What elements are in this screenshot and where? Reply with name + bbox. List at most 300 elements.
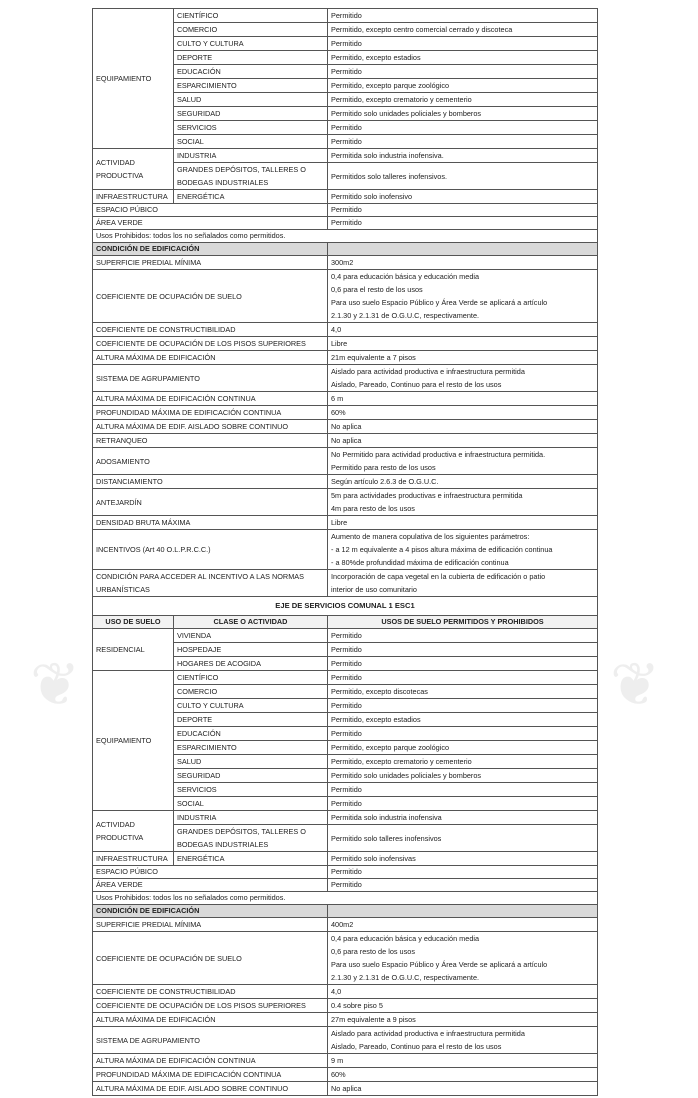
text-line: 27m equivalente a 9 pisos	[331, 1015, 416, 1024]
condition-value	[328, 985, 598, 999]
condition-row	[93, 448, 598, 475]
text-line: SALUD	[177, 757, 202, 766]
text-line: BODEGAS INDUSTRIALES	[177, 178, 269, 187]
condition-label	[93, 570, 328, 597]
condition-row	[93, 351, 598, 365]
condition-row	[93, 420, 598, 434]
text-line: Permitido	[331, 67, 362, 76]
condition-row	[93, 1068, 598, 1082]
land-use-cell: ESPACIO PÚBICO	[93, 204, 328, 217]
land-use-cell: EQUIPAMIENTO	[93, 9, 174, 149]
table-title: EJE DE SERVICIOS COMUNAL 1 ESC1	[93, 597, 598, 616]
text-line: - a 80%de profundidad máxima de edificación continua	[331, 558, 509, 567]
text-line: 300m2	[331, 258, 354, 267]
condition-row	[93, 434, 598, 448]
condition-header-empty	[328, 905, 598, 918]
text-line: ESPARCIMIENTO	[177, 81, 237, 90]
permission-cell	[328, 79, 598, 93]
condition-value	[328, 351, 598, 365]
condition-row	[93, 392, 598, 406]
activity-class-cell	[174, 769, 328, 783]
condition-value	[328, 489, 598, 516]
permission-cell	[328, 727, 598, 741]
condition-row	[93, 270, 598, 323]
condition-row	[93, 406, 598, 420]
condition-header-row	[93, 905, 598, 918]
condition-value	[328, 918, 598, 932]
table-row	[93, 190, 598, 204]
text-line: 60%	[331, 408, 346, 417]
text-line: INCENTIVOS (Art 40 O.L.P.R.C.C.)	[96, 545, 211, 554]
zoning-table-continued	[92, 8, 598, 597]
text-line: SOCIAL	[177, 799, 204, 808]
text-line: BODEGAS INDUSTRIALES	[177, 840, 269, 849]
condition-value	[328, 475, 598, 489]
permission-cell: Permitido	[328, 204, 598, 217]
activity-class-cell	[174, 741, 328, 755]
text-line: RETRANQUEO	[96, 436, 148, 445]
text-line: No Permitido para actividad productiva e infraestructura permitida.	[331, 450, 546, 459]
column-header: CLASE O ACTIVIDAD	[174, 616, 328, 629]
permission-cell	[328, 825, 598, 852]
activity-class-cell	[174, 811, 328, 825]
table-row	[93, 204, 598, 217]
condition-header-empty	[328, 243, 598, 256]
condition-row	[93, 1082, 598, 1096]
text-line: CIENTÍFICO	[177, 11, 219, 20]
activity-class-cell	[174, 107, 328, 121]
condition-label	[93, 530, 328, 570]
land-use-cell: ACTIVIDAD PRODUCTIVA	[93, 811, 174, 852]
condition-label	[93, 1054, 328, 1068]
text-line: CULTO Y CULTURA	[177, 39, 244, 48]
condition-row	[93, 337, 598, 351]
permission-cell	[328, 37, 598, 51]
activity-class-cell	[174, 163, 328, 190]
text-line: 4m para resto de los usos	[331, 504, 415, 513]
text-line: SUPERFICIE PREDIAL MÍNIMA	[96, 258, 202, 267]
activity-class-cell	[174, 51, 328, 65]
activity-class-cell	[174, 713, 328, 727]
land-use-cell: ÁREA VERDE	[93, 879, 328, 892]
text-line: CIENTÍFICO	[177, 673, 219, 682]
text-line: COEFICIENTE DE CONSTRUCTIBILIDAD	[96, 987, 236, 996]
text-line: ALTURA MÁXIMA DE EDIFICACIÓN CONTINUA	[96, 394, 256, 403]
text-line: No aplica	[331, 436, 362, 445]
condition-row	[93, 999, 598, 1013]
condition-header: CONDICIÓN DE EDIFICACIÓN	[93, 243, 328, 256]
text-line: ENERGÉTICA	[177, 192, 225, 201]
text-line: Incorporación de capa vegetal en la cubierta de edificación o patio	[331, 572, 546, 581]
text-line: Aislado, Pareado, Continuo para el resto de los usos	[331, 380, 502, 389]
prohibited-note-row	[93, 892, 598, 905]
permission-cell	[328, 783, 598, 797]
condition-row	[93, 489, 598, 516]
text-line: ALTURA MÁXIMA DE EDIF. AISLADO SOBRE CONTINUO	[96, 422, 289, 431]
condition-value	[328, 406, 598, 420]
text-line: INDUSTRIA	[177, 151, 217, 160]
land-use-cell: ACTIVIDAD PRODUCTIVA	[93, 149, 174, 190]
activity-class-cell	[174, 65, 328, 79]
text-line: 60%	[331, 1070, 346, 1079]
condition-row	[93, 570, 598, 597]
condition-value	[328, 999, 598, 1013]
permission-cell	[328, 149, 598, 163]
permission-cell	[328, 671, 598, 685]
condition-header-row	[93, 243, 598, 256]
land-use-cell: EQUIPAMIENTO	[93, 671, 174, 811]
activity-class-cell	[174, 79, 328, 93]
prohibited-note-row	[93, 230, 598, 243]
text-line: ANTEJARDÍN	[96, 497, 142, 507]
condition-value	[328, 516, 598, 530]
text-line: Permitido, excepto crematorio y cementerio	[331, 95, 472, 104]
text-line: Libre	[331, 518, 348, 527]
text-line: Permitido solo talleres inofensivos	[331, 833, 442, 843]
condition-value	[328, 1013, 598, 1027]
condition-label	[93, 1013, 328, 1027]
text-line: GRANDES DEPÓSITOS, TALLERES O	[177, 165, 306, 174]
text-line: No aplica	[331, 422, 362, 431]
condition-value	[328, 337, 598, 351]
condition-row	[93, 932, 598, 985]
prohibited-note: Usos Prohibidos: todos los no señalados como permitidos.	[93, 892, 598, 905]
text-line: Según artículo 2.6.3 de O.G.U.C.	[331, 477, 439, 486]
text-line: 5m para actividades productivas e infraestructura permitida	[331, 491, 523, 500]
text-line: Permitido	[331, 799, 362, 808]
prohibited-note: Usos Prohibidos: todos los no señalados como permitidos.	[93, 230, 598, 243]
text-line: Permitido, excepto centro comercial cerrado y discoteca	[331, 25, 513, 34]
text-line: Permitido	[331, 673, 362, 682]
condition-value	[328, 1082, 598, 1096]
text-line: ESPARCIMIENTO	[177, 743, 237, 752]
table-row	[93, 149, 598, 163]
text-line: Permitido, excepto parque zoológico	[331, 81, 450, 90]
text-line: Permitido	[331, 785, 362, 794]
text-line: No aplica	[331, 1084, 362, 1093]
watermark-ornament-left: ❦	[30, 652, 81, 718]
text-line: SERVICIOS	[177, 785, 217, 794]
activity-class-cell	[174, 657, 328, 671]
text-line: ALTURA MÁXIMA DE EDIF. AISLADO SOBRE CONTINUO	[96, 1084, 289, 1093]
condition-label	[93, 351, 328, 365]
table-row	[93, 811, 598, 825]
activity-class-cell	[174, 37, 328, 51]
text-line: COEFICIENTE DE CONSTRUCTIBILIDAD	[96, 325, 236, 334]
text-line: DENSIDAD BRUTA MÁXIMA	[96, 518, 191, 527]
text-line: ALTURA MÁXIMA DE EDIFICACIÓN	[96, 353, 216, 362]
table-row	[93, 866, 598, 879]
text-line: PROFUNDIDAD MÁXIMA DE EDIFICACIÓN CONTINUA	[96, 408, 282, 417]
text-line: SEGURIDAD	[177, 109, 221, 118]
text-line: Permitido, excepto parque zoológico	[331, 743, 450, 752]
condition-label	[93, 999, 328, 1013]
table-row	[93, 217, 598, 230]
condition-value	[328, 1054, 598, 1068]
condition-label	[93, 270, 328, 323]
condition-value	[328, 420, 598, 434]
text-line: 400m2	[331, 920, 354, 929]
text-line: Permitido	[331, 123, 362, 132]
table-row	[93, 629, 598, 643]
activity-class-cell	[174, 643, 328, 657]
text-line: DISTANCIAMIENTO	[96, 477, 163, 486]
text-line: DEPORTE	[177, 53, 213, 62]
condition-value	[328, 434, 598, 448]
condition-value	[328, 448, 598, 475]
condition-value	[328, 570, 598, 597]
activity-class-cell	[174, 783, 328, 797]
permission-cell	[328, 9, 598, 23]
permission-cell	[328, 163, 598, 190]
text-line: 4,0	[331, 325, 342, 334]
table-row	[93, 852, 598, 866]
permission-cell: Permitido	[328, 879, 598, 892]
activity-class-cell	[174, 755, 328, 769]
text-line: SERVICIOS	[177, 123, 217, 132]
condition-row	[93, 323, 598, 337]
text-line: COMERCIO	[177, 25, 218, 34]
activity-class-cell	[174, 121, 328, 135]
condition-row	[93, 365, 598, 392]
condition-label	[93, 323, 328, 337]
text-line: PROFUNDIDAD MÁXIMA DE EDIFICACIÓN CONTINUA	[96, 1070, 282, 1079]
text-line: Permitido solo inofensivo	[331, 192, 413, 201]
activity-class-cell	[174, 699, 328, 713]
condition-label	[93, 420, 328, 434]
text-line: 4,0	[331, 987, 342, 996]
permission-cell	[328, 107, 598, 121]
activity-class-cell	[174, 629, 328, 643]
text-line: ALTURA MÁXIMA DE EDIFICACIÓN	[96, 1015, 216, 1024]
permission-cell: Permitido	[328, 217, 598, 230]
text-line: SOCIAL	[177, 137, 204, 146]
condition-label	[93, 392, 328, 406]
condition-value	[328, 530, 598, 570]
text-line: Permitido	[331, 137, 362, 146]
text-line: Permitido	[331, 701, 362, 710]
text-line: DEPORTE	[177, 715, 213, 724]
activity-class-cell	[174, 9, 328, 23]
table-title-row	[93, 597, 598, 616]
condition-label	[93, 489, 328, 516]
text-line: CULTO Y CULTURA	[177, 701, 244, 710]
text-line: Permitida solo industria inofensiva	[331, 813, 442, 822]
condition-value	[328, 256, 598, 270]
condition-label	[93, 256, 328, 270]
permission-cell	[328, 51, 598, 65]
land-use-cell: INFRAESTRUCTURA	[93, 852, 174, 866]
text-line: 0,6 para resto de los usos	[331, 947, 415, 956]
permission-cell	[328, 741, 598, 755]
text-line: COEFICIENTE DE OCUPACIÓN DE LOS PISOS SUPERIORES	[96, 339, 306, 348]
condition-label	[93, 918, 328, 932]
permission-cell	[328, 755, 598, 769]
text-line: 0,6 para el resto de los usos	[331, 285, 423, 294]
activity-class-cell	[174, 190, 328, 204]
condition-label	[93, 1027, 328, 1054]
condition-row	[93, 1027, 598, 1054]
condition-label	[93, 932, 328, 985]
permission-cell	[328, 769, 598, 783]
text-line: Permitido, excepto estadios	[331, 715, 421, 724]
condition-value	[328, 270, 598, 323]
condition-header: CONDICIÓN DE EDIFICACIÓN	[93, 905, 328, 918]
text-line: Permitido, excepto estadios	[331, 53, 421, 62]
activity-class-cell	[174, 671, 328, 685]
activity-class-cell	[174, 727, 328, 741]
permission-cell	[328, 657, 598, 671]
text-line: GRANDES DEPÓSITOS, TALLERES O	[177, 827, 306, 836]
zoning-table-esc1	[92, 596, 598, 1096]
text-line: SEGURIDAD	[177, 771, 221, 780]
condition-value	[328, 932, 598, 985]
activity-class-cell	[174, 23, 328, 37]
text-line: SALUD	[177, 95, 202, 104]
text-line: 2.1.30 y 2.1.31 de O.G.U.C, respectivamente.	[331, 973, 480, 982]
condition-value	[328, 1068, 598, 1082]
text-line: Permitido	[331, 729, 362, 738]
permission-cell	[328, 713, 598, 727]
permission-cell	[328, 93, 598, 107]
text-line: Permitido solo unidades policiales y bomberos	[331, 771, 482, 780]
text-line: HOSPEDAJE	[177, 645, 222, 654]
text-line: Aislado para actividad productiva e infraestructura permitida	[331, 367, 525, 376]
condition-row	[93, 475, 598, 489]
condition-label	[93, 1082, 328, 1096]
text-line: 21m equivalente a 7 pisos	[331, 353, 416, 362]
text-line: CONDICIÓN PARA ACCEDER AL INCENTIVO A LAS NORMAS	[96, 572, 305, 581]
text-line: COEFICIENTE DE OCUPACIÓN DE SUELO	[96, 953, 242, 963]
text-line: Permitido	[331, 39, 362, 48]
text-line: ENERGÉTICA	[177, 854, 225, 863]
text-line: 6 m	[331, 394, 344, 403]
text-line: Permitida solo industria inofensiva.	[331, 151, 444, 160]
condition-row	[93, 530, 598, 570]
permission-cell	[328, 811, 598, 825]
text-line: - a 12 m equivalente a 4 pisos altura máxima de edificación continua	[331, 545, 553, 554]
text-line: SISTEMA DE AGRUPAMIENTO	[96, 373, 200, 383]
text-line: Aislado, Pareado, Continuo para el resto de los usos	[331, 1042, 502, 1051]
activity-class-cell	[174, 93, 328, 107]
text-line: 2.1.30 y 2.1.31 de O.G.U.C, respectivamente.	[331, 311, 480, 320]
text-line: SUPERFICIE PREDIAL MÍNIMA	[96, 920, 202, 929]
table-row	[93, 879, 598, 892]
text-line: Aumento de manera copulativa de los siguientes parámetros:	[331, 532, 530, 541]
text-line: Permitidos solo talleres inofensivos.	[331, 171, 447, 181]
condition-label	[93, 985, 328, 999]
text-line: Aislado para actividad productiva e infraestructura permitida	[331, 1029, 525, 1038]
table-header-row	[93, 616, 598, 629]
text-line: HOGARES DE ACOGIDA	[177, 659, 261, 668]
land-use-cell: RESIDENCIAL	[93, 629, 174, 671]
activity-class-cell	[174, 852, 328, 866]
text-line: 9 m	[331, 1056, 344, 1065]
permission-cell	[328, 699, 598, 713]
text-line: Permitido	[331, 659, 362, 668]
condition-row	[93, 918, 598, 932]
condition-label	[93, 406, 328, 420]
activity-class-cell	[174, 825, 328, 852]
text-line: Permitido	[331, 631, 362, 640]
text-line: Para uso suelo Espacio Público y Área Verde se aplicará a artículo	[331, 298, 548, 307]
activity-class-cell	[174, 135, 328, 149]
permission-cell	[328, 23, 598, 37]
text-line: 0,4 para educación básica y educación media	[331, 272, 480, 281]
text-line: SISTEMA DE AGRUPAMIENTO	[96, 1035, 200, 1045]
activity-class-cell	[174, 797, 328, 811]
text-line: ADOSAMIENTO	[96, 456, 150, 466]
condition-row	[93, 256, 598, 270]
permission-cell	[328, 65, 598, 79]
text-line: EDUCACIÓN	[177, 67, 221, 76]
text-line: Libre	[331, 339, 348, 348]
table-row	[93, 9, 598, 23]
permission-cell	[328, 643, 598, 657]
condition-value	[328, 392, 598, 406]
text-line: interior de uso comunitario	[331, 585, 417, 594]
condition-label	[93, 475, 328, 489]
text-line: Permitido para resto de los usos	[331, 463, 436, 472]
condition-label	[93, 1068, 328, 1082]
column-header: USOS DE SUELO PERMITIDOS Y PROHIBIDOS	[328, 616, 598, 629]
text-line: VIVIENDA	[177, 631, 212, 640]
condition-value	[328, 323, 598, 337]
permission-cell	[328, 121, 598, 135]
condition-row	[93, 1054, 598, 1068]
text-line: Permitido	[331, 645, 362, 654]
condition-label	[93, 448, 328, 475]
text-line: URBANÍSTICAS	[96, 585, 150, 594]
condition-label	[93, 337, 328, 351]
permission-cell	[328, 190, 598, 204]
text-line: Permitido, excepto crematorio y cementerio	[331, 757, 472, 766]
activity-class-cell	[174, 685, 328, 699]
text-line: Permitido, excepto discotecas	[331, 687, 428, 696]
condition-row	[93, 985, 598, 999]
watermark-ornament-right: ❦	[610, 652, 661, 718]
condition-label	[93, 365, 328, 392]
permission-cell	[328, 852, 598, 866]
text-line: COEFICIENTE DE OCUPACIÓN DE LOS PISOS SUPERIORES	[96, 1001, 306, 1010]
permission-cell	[328, 135, 598, 149]
land-use-cell: ÁREA VERDE	[93, 217, 328, 230]
text-line: EDUCACIÓN	[177, 729, 221, 738]
condition-label	[93, 516, 328, 530]
column-header: USO DE SUELO	[93, 616, 174, 629]
text-line: Permitido solo inofensivas	[331, 854, 416, 863]
text-line: Permitido	[331, 11, 362, 20]
text-line: INDUSTRIA	[177, 813, 217, 822]
text-line: Para uso suelo Espacio Público y Área Verde se aplicará a artículo	[331, 960, 548, 969]
permission-cell	[328, 629, 598, 643]
text-line: 0.4 sobre piso 5	[331, 1001, 383, 1010]
table-row	[93, 671, 598, 685]
permission-cell	[328, 685, 598, 699]
land-use-cell: INFRAESTRUCTURA	[93, 190, 174, 204]
condition-value	[328, 365, 598, 392]
permission-cell: Permitido	[328, 866, 598, 879]
text-line: Permitido solo unidades policiales y bomberos	[331, 109, 482, 118]
activity-class-cell	[174, 149, 328, 163]
permission-cell	[328, 797, 598, 811]
text-line: COMERCIO	[177, 687, 218, 696]
text-line: ALTURA MÁXIMA DE EDIFICACIÓN CONTINUA	[96, 1056, 256, 1065]
condition-row	[93, 1013, 598, 1027]
condition-row	[93, 516, 598, 530]
condition-value	[328, 1027, 598, 1054]
text-line: COEFICIENTE DE OCUPACIÓN DE SUELO	[96, 291, 242, 301]
